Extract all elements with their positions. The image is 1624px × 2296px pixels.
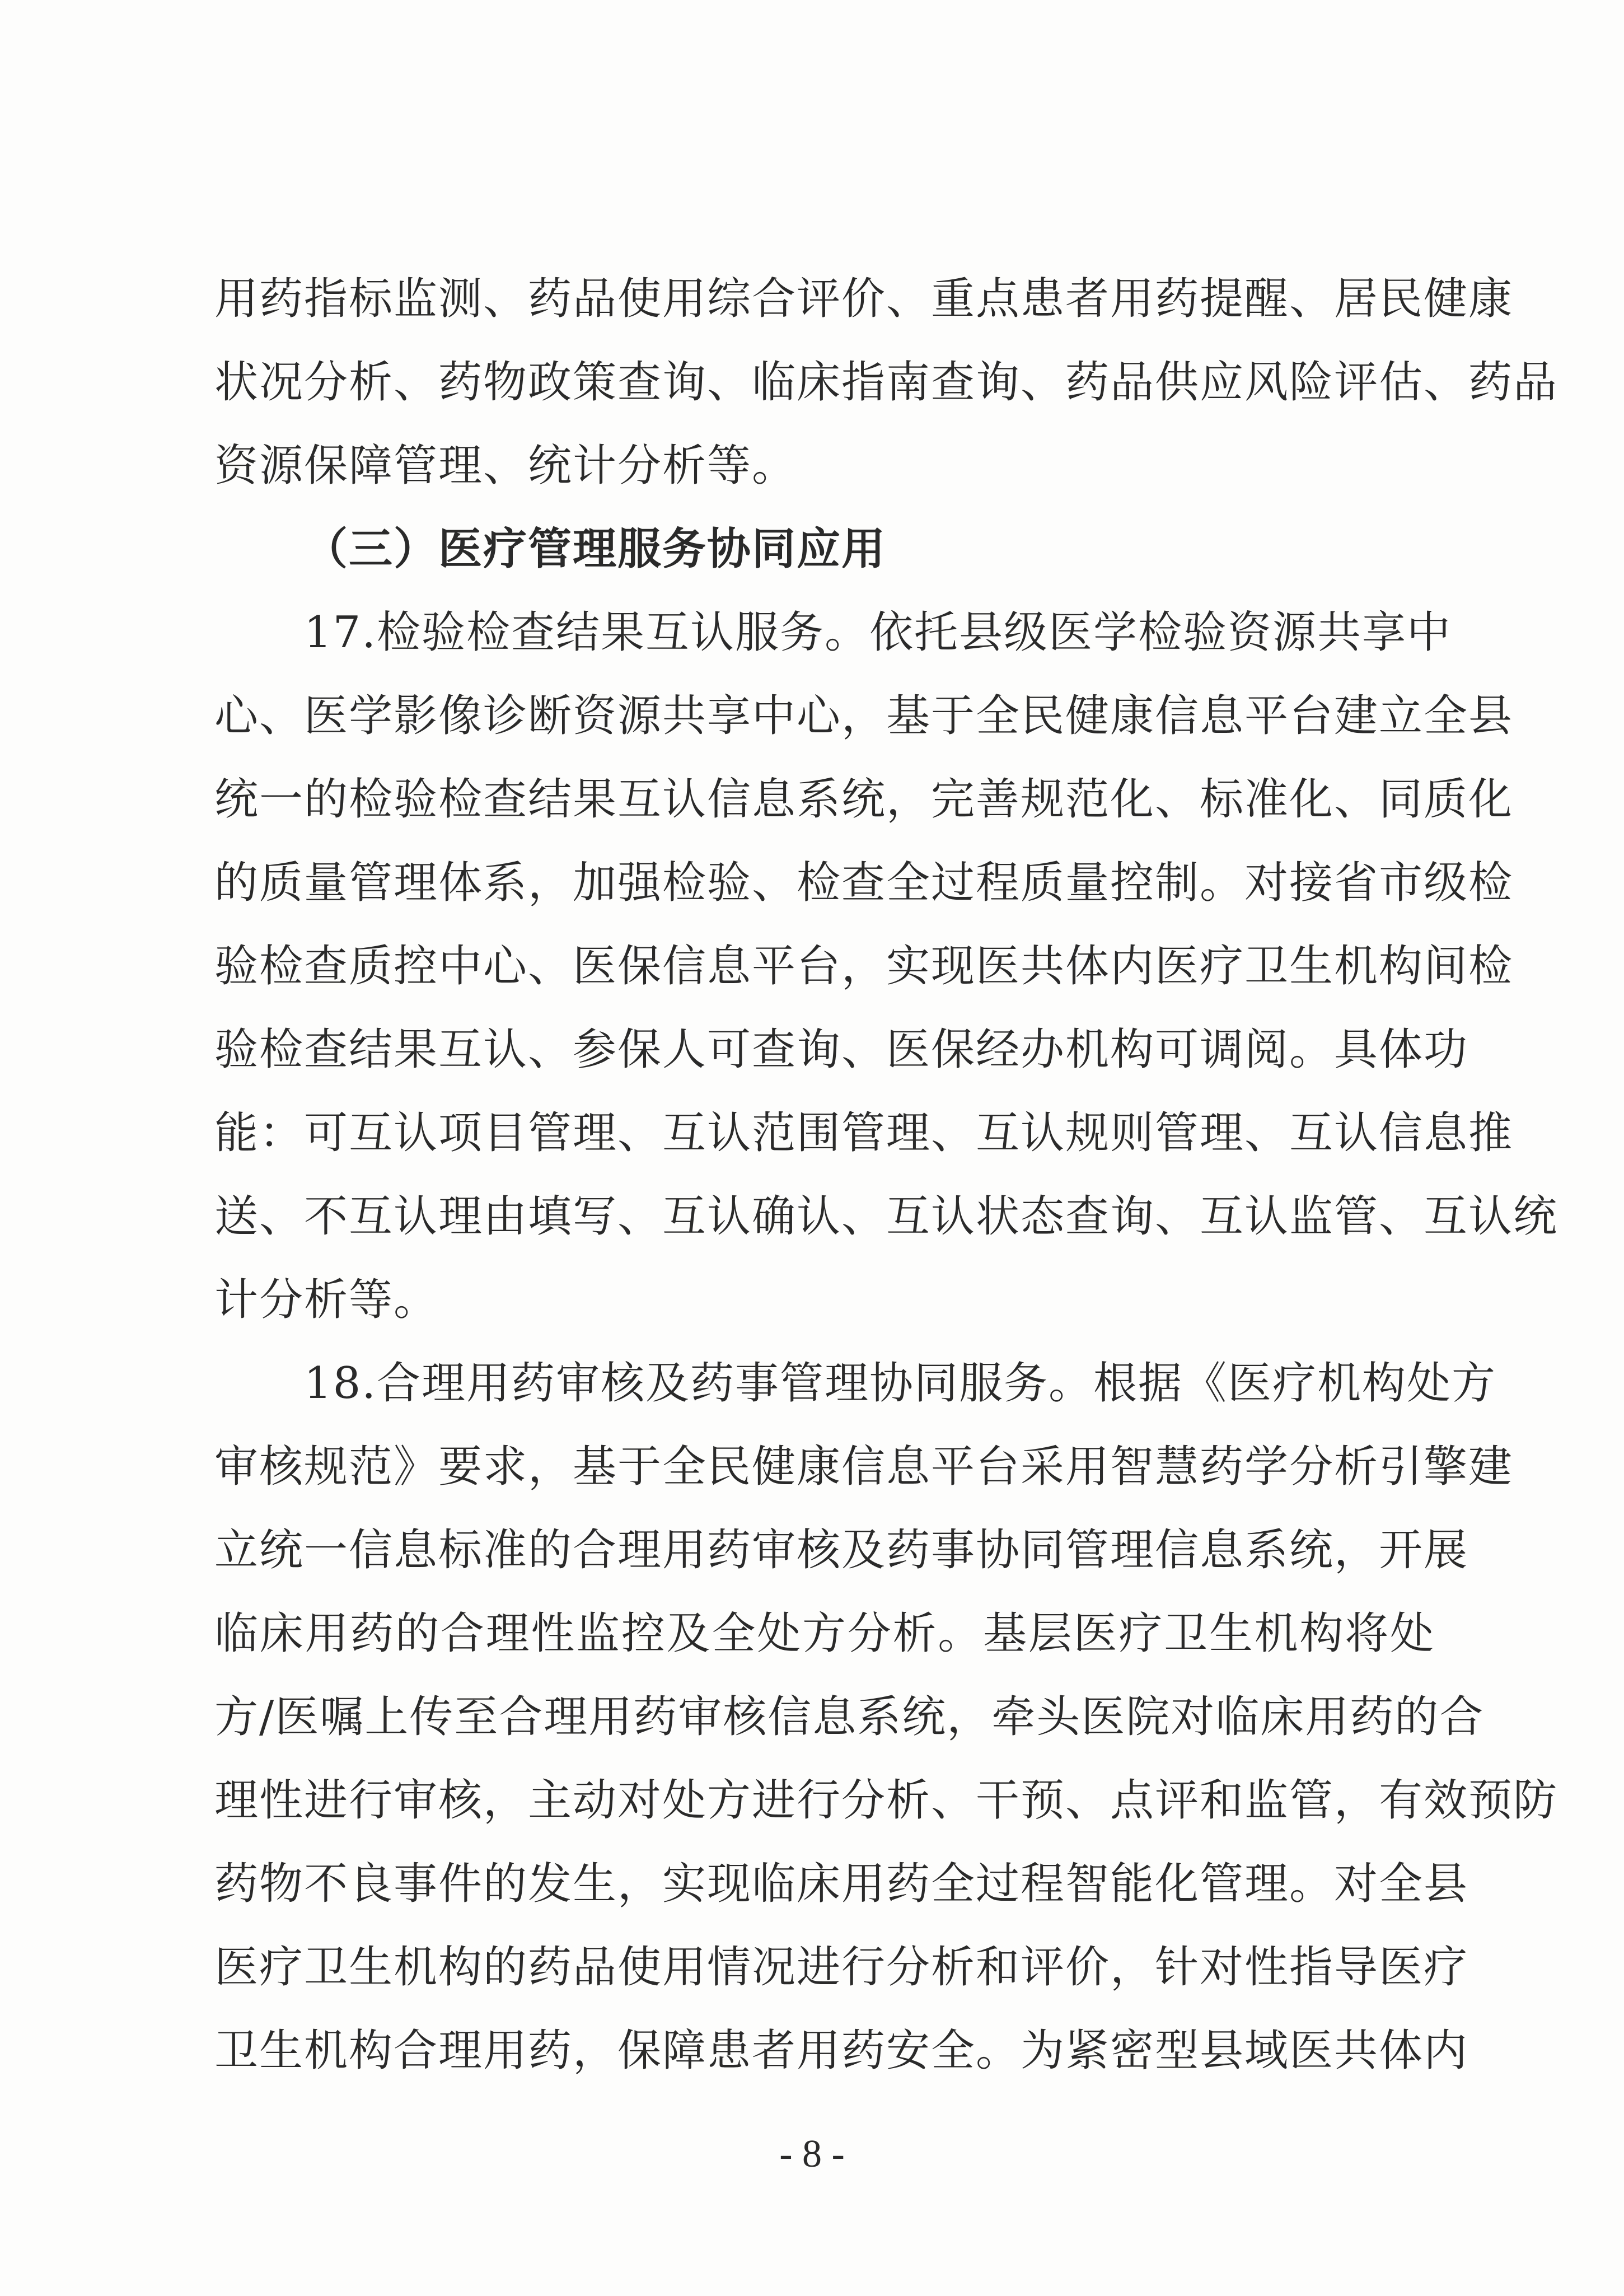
page-number: - 8 - — [779, 2133, 845, 2176]
text-line: 能：可互认项目管理、互认范围管理、互认规则管理、互认信息推 — [214, 1108, 1514, 1158]
text-line: 送、不互认理由填写、互认确认、互认状态查询、互认监管、互认统 — [214, 1191, 1559, 1242]
paragraph-start-item-17: 17.检验检查结果互认服务。依托县级医学检验资源共享中 — [304, 607, 1452, 658]
body-text — [214, 258, 1559, 2093]
paragraph-start-item-18: 18.合理用药审核及药事管理协同服务。根据《医疗机构处方 — [304, 1358, 1497, 1409]
text-line: 审核规范》要求，基于全民健康信息平台采用智慧药学分析引擎建 — [214, 1442, 1514, 1492]
text-line: 临床用药的合理性监控及全处方分析。基层医疗卫生机构将处 — [214, 1608, 1435, 1659]
text-line: 资源保障管理、统计分析等。 — [214, 441, 797, 491]
text-line: 验检查结果互认、参保人可查询、医保经办机构可调阅。具体功 — [214, 1025, 1469, 1075]
text-line: 计分析等。 — [214, 1275, 439, 1325]
text-line: 药物不良事件的发生，实现临床用药全过程智能化管理。对全县 — [214, 1859, 1469, 1909]
section-heading: （三）医疗管理服务协同应用 — [304, 524, 887, 574]
text-line: 卫生机构合理用药，保障患者用药安全。为紧密型县域医共体内 — [214, 2026, 1469, 2076]
text-line: 用药指标监测、药品使用综合评价、重点患者用药提醒、居民健康 — [214, 274, 1514, 324]
text-line: 立统一信息标准的合理用药审核及药事协同管理信息系统，开展 — [214, 1525, 1469, 1575]
text-line: 状况分析、药物政策查询、临床指南查询、药品供应风险评估、药品 — [214, 357, 1559, 408]
text-line: 方/医嘱上传至合理用药审核信息系统，牵头医院对临床用药的合 — [214, 1692, 1485, 1742]
text-line: 医疗卫生机构的药品使用情况进行分析和评价，针对性指导医疗 — [214, 1942, 1469, 1993]
text-line: 统一的检验检查结果互认信息系统，完善规范化、标准化、同质化 — [214, 774, 1514, 825]
text-line: 验检查质控中心、医保信息平台，实现医共体内医疗卫生机构间检 — [214, 941, 1514, 992]
text-line: 心、医学影像诊断资源共享中心，基于全民健康信息平台建立全县 — [214, 691, 1514, 741]
text-line: 的质量管理体系，加强检验、检查全过程质量控制。对接省市级检 — [214, 858, 1514, 908]
text-line: 理性进行审核，主动对处方进行分析、干预、点评和监管，有效预防 — [214, 1775, 1559, 1826]
